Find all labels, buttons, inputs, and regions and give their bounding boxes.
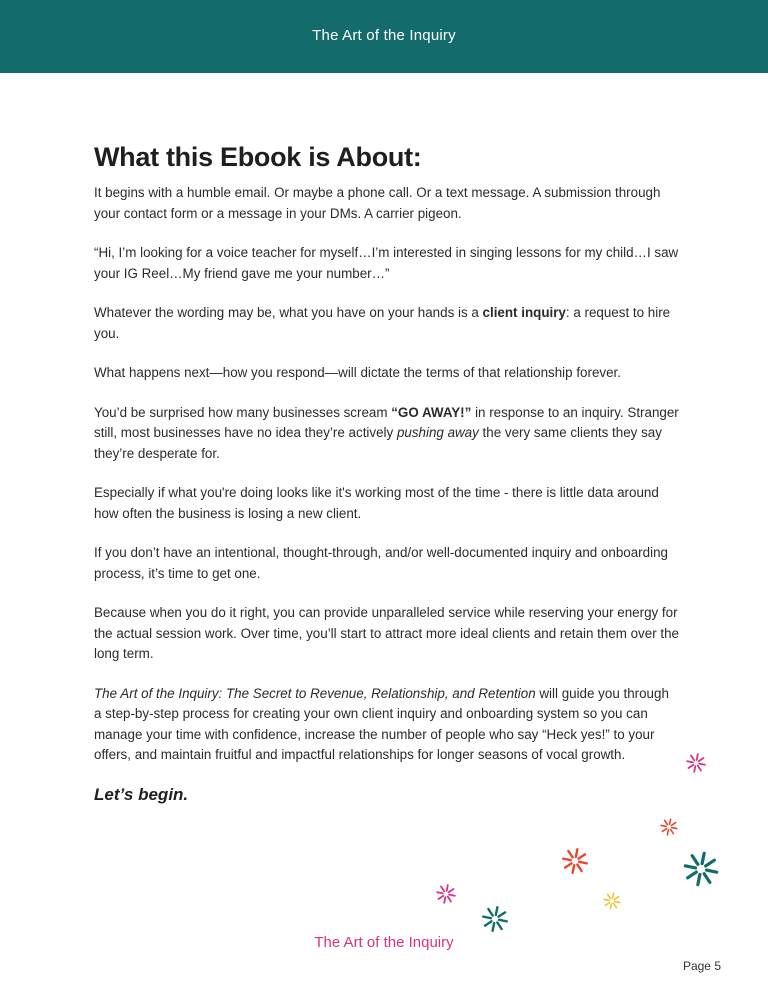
paragraph-6: Especially if what you're doing looks like it's working most of the time - there is little data around how often the business is losing a new client. xyxy=(94,485,659,521)
paragraph-1: It begins with a humble email. Or maybe a phone call. Or a text message. A submission through your contact form or a message in your DMs. A carrier pigeon. xyxy=(94,185,661,221)
paragraph-4: What happens next—how you respond—will dictate the terms of that relationship forever. xyxy=(94,365,621,380)
page-header xyxy=(0,0,768,73)
paragraph-2: “Hi, I’m looking for a voice teacher for myself…I’m interested in singing lessons for my child…I saw your IG Reel…My friend gave me your number…” xyxy=(94,245,679,281)
bold-term: client inquiry xyxy=(482,305,566,320)
paragraph-8: Because when you do it right, you can provide unparalleled service while reserving your energy for the actual session work. Over time, you’ll start to attract more ideal clients and retain them over the long term. xyxy=(94,605,679,661)
paragraph-7: If you don’t have an intentional, thought-through, and/or well-documented inquiry and onboarding process, it’s time to get one. xyxy=(94,545,668,581)
sparkle-icon xyxy=(481,905,509,933)
text-run: the very same clients they say they’re desperate for. xyxy=(94,425,662,461)
sparkle-icon xyxy=(685,752,707,774)
sparkle-icon xyxy=(561,847,589,875)
sparkle-icon xyxy=(683,851,719,887)
text-run: You’d be surprised how many businesses scream xyxy=(94,404,392,420)
text-run: will guide you through a step-by-step process for creating your own client inquiry and onboarding system so you can manage your time with confidence, increase the number of people who say “Heck yes!” to your offers, and maintain fruitful and impactful relationships for longer seasons of vocal growth. xyxy=(94,685,669,762)
paragraph-5 xyxy=(94,403,680,465)
text-run: : a request to hire you. xyxy=(94,305,671,341)
sparkle-icon xyxy=(435,883,457,905)
text-run: in response to an inquiry. Stranger still, most businesses have no idea they’re actively xyxy=(94,404,679,440)
book-title-italic: The Art of the Inquiry: The Secret to Revenue, Relationship, and Retention xyxy=(94,685,536,701)
page-heading: What this Ebook is About: xyxy=(94,142,422,172)
sparkle-icon xyxy=(602,891,622,911)
footer-title: The Art of the Inquiry xyxy=(314,934,454,951)
sparkle-icon xyxy=(659,817,679,837)
paragraph-9 xyxy=(94,684,680,766)
closing-line: Let’s begin. xyxy=(94,784,189,804)
paragraph-3 xyxy=(94,303,680,344)
header-title: The Art of the Inquiry xyxy=(312,27,456,44)
main-content xyxy=(94,142,680,805)
text-run: Whatever the wording may be, what you have on your hands is a xyxy=(94,305,483,320)
page-number: Page 5 xyxy=(682,959,721,973)
italic-term: pushing away xyxy=(396,425,479,440)
bold-term: “GO AWAY!” xyxy=(391,404,472,420)
